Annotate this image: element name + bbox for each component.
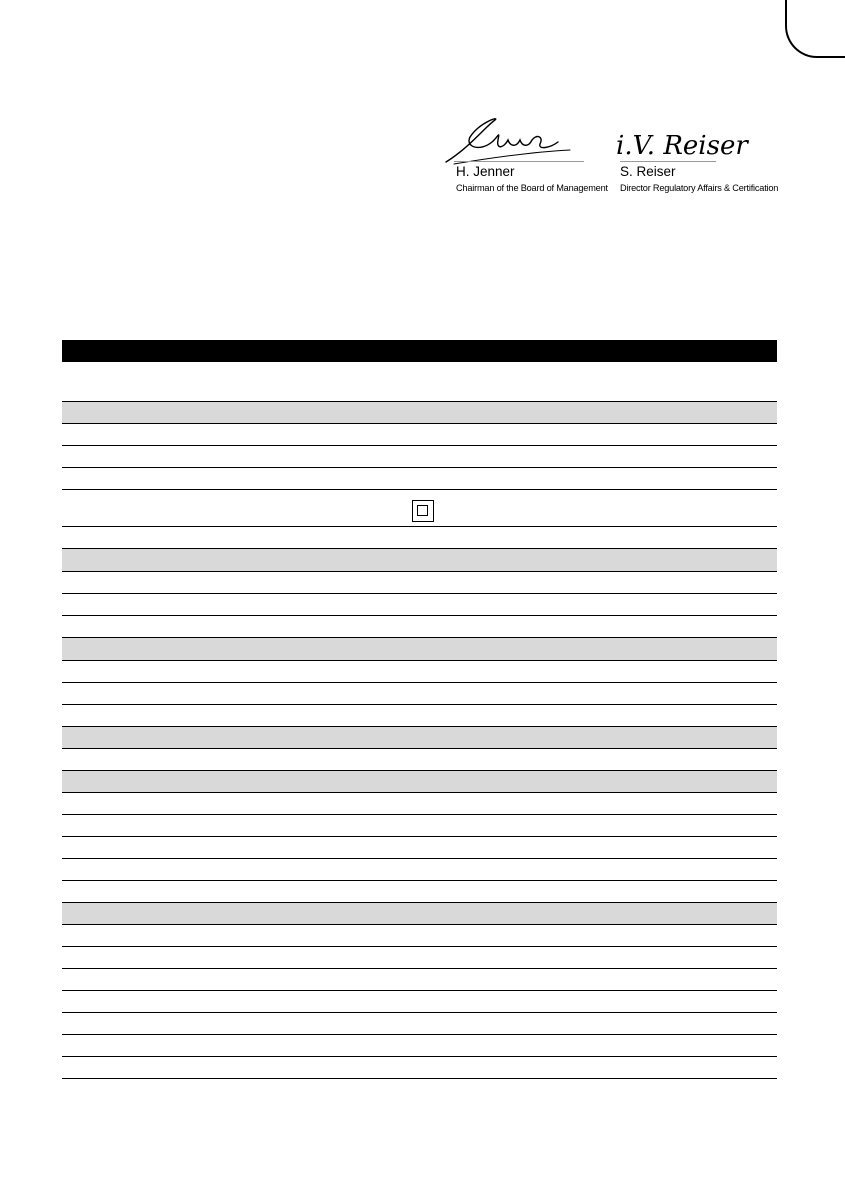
table-row: [62, 572, 777, 594]
table-row: [62, 881, 777, 903]
table-header-bar: [62, 340, 777, 362]
table-section-row: [62, 402, 777, 424]
table-row: [62, 925, 777, 947]
table-section-row: [62, 549, 777, 572]
table-row: [62, 1035, 777, 1057]
technical-data-table: [62, 340, 777, 1079]
signatory-role: Director Regulatory Affairs & Certification: [620, 183, 779, 193]
table-row: [62, 947, 777, 969]
signature-reiser: [612, 112, 802, 202]
table-section-row: [62, 903, 777, 925]
signatory-name: S. Reiser: [620, 164, 676, 179]
table-row: [62, 527, 777, 549]
table-row: [62, 362, 777, 402]
table-row: [62, 468, 777, 490]
table-row: [62, 594, 777, 616]
table-row: [62, 815, 777, 837]
table-section-row: [62, 727, 777, 749]
table-row: [62, 661, 777, 683]
handwritten-signature-reiser: [612, 112, 748, 164]
table-row: [62, 793, 777, 815]
table-section-row: [62, 638, 777, 661]
table-row: [62, 749, 777, 771]
double-insulation-icon: [412, 500, 434, 522]
table-row: [62, 446, 777, 468]
table-row: [62, 424, 777, 446]
table-section-row: [62, 771, 777, 793]
svg-text:i.V. Reiser: i.V. Reiser: [616, 131, 748, 161]
table-row: [62, 859, 777, 881]
table-row: [62, 616, 777, 638]
table-row: [62, 683, 777, 705]
table-row: [62, 969, 777, 991]
signatory-name: H. Jenner: [456, 164, 515, 179]
table-row: [62, 1013, 777, 1035]
page-corner-mark: [785, 0, 845, 58]
table-row: [62, 1057, 777, 1079]
table-row: [62, 837, 777, 859]
signature-jenner: [440, 112, 608, 202]
table-row: [62, 705, 777, 727]
table-body: [62, 362, 777, 1079]
signatory-role: Chairman of the Board of Management: [456, 183, 608, 193]
handwritten-signature-jenner: [440, 112, 600, 172]
table-row: [62, 991, 777, 1013]
table-row: [62, 490, 777, 527]
